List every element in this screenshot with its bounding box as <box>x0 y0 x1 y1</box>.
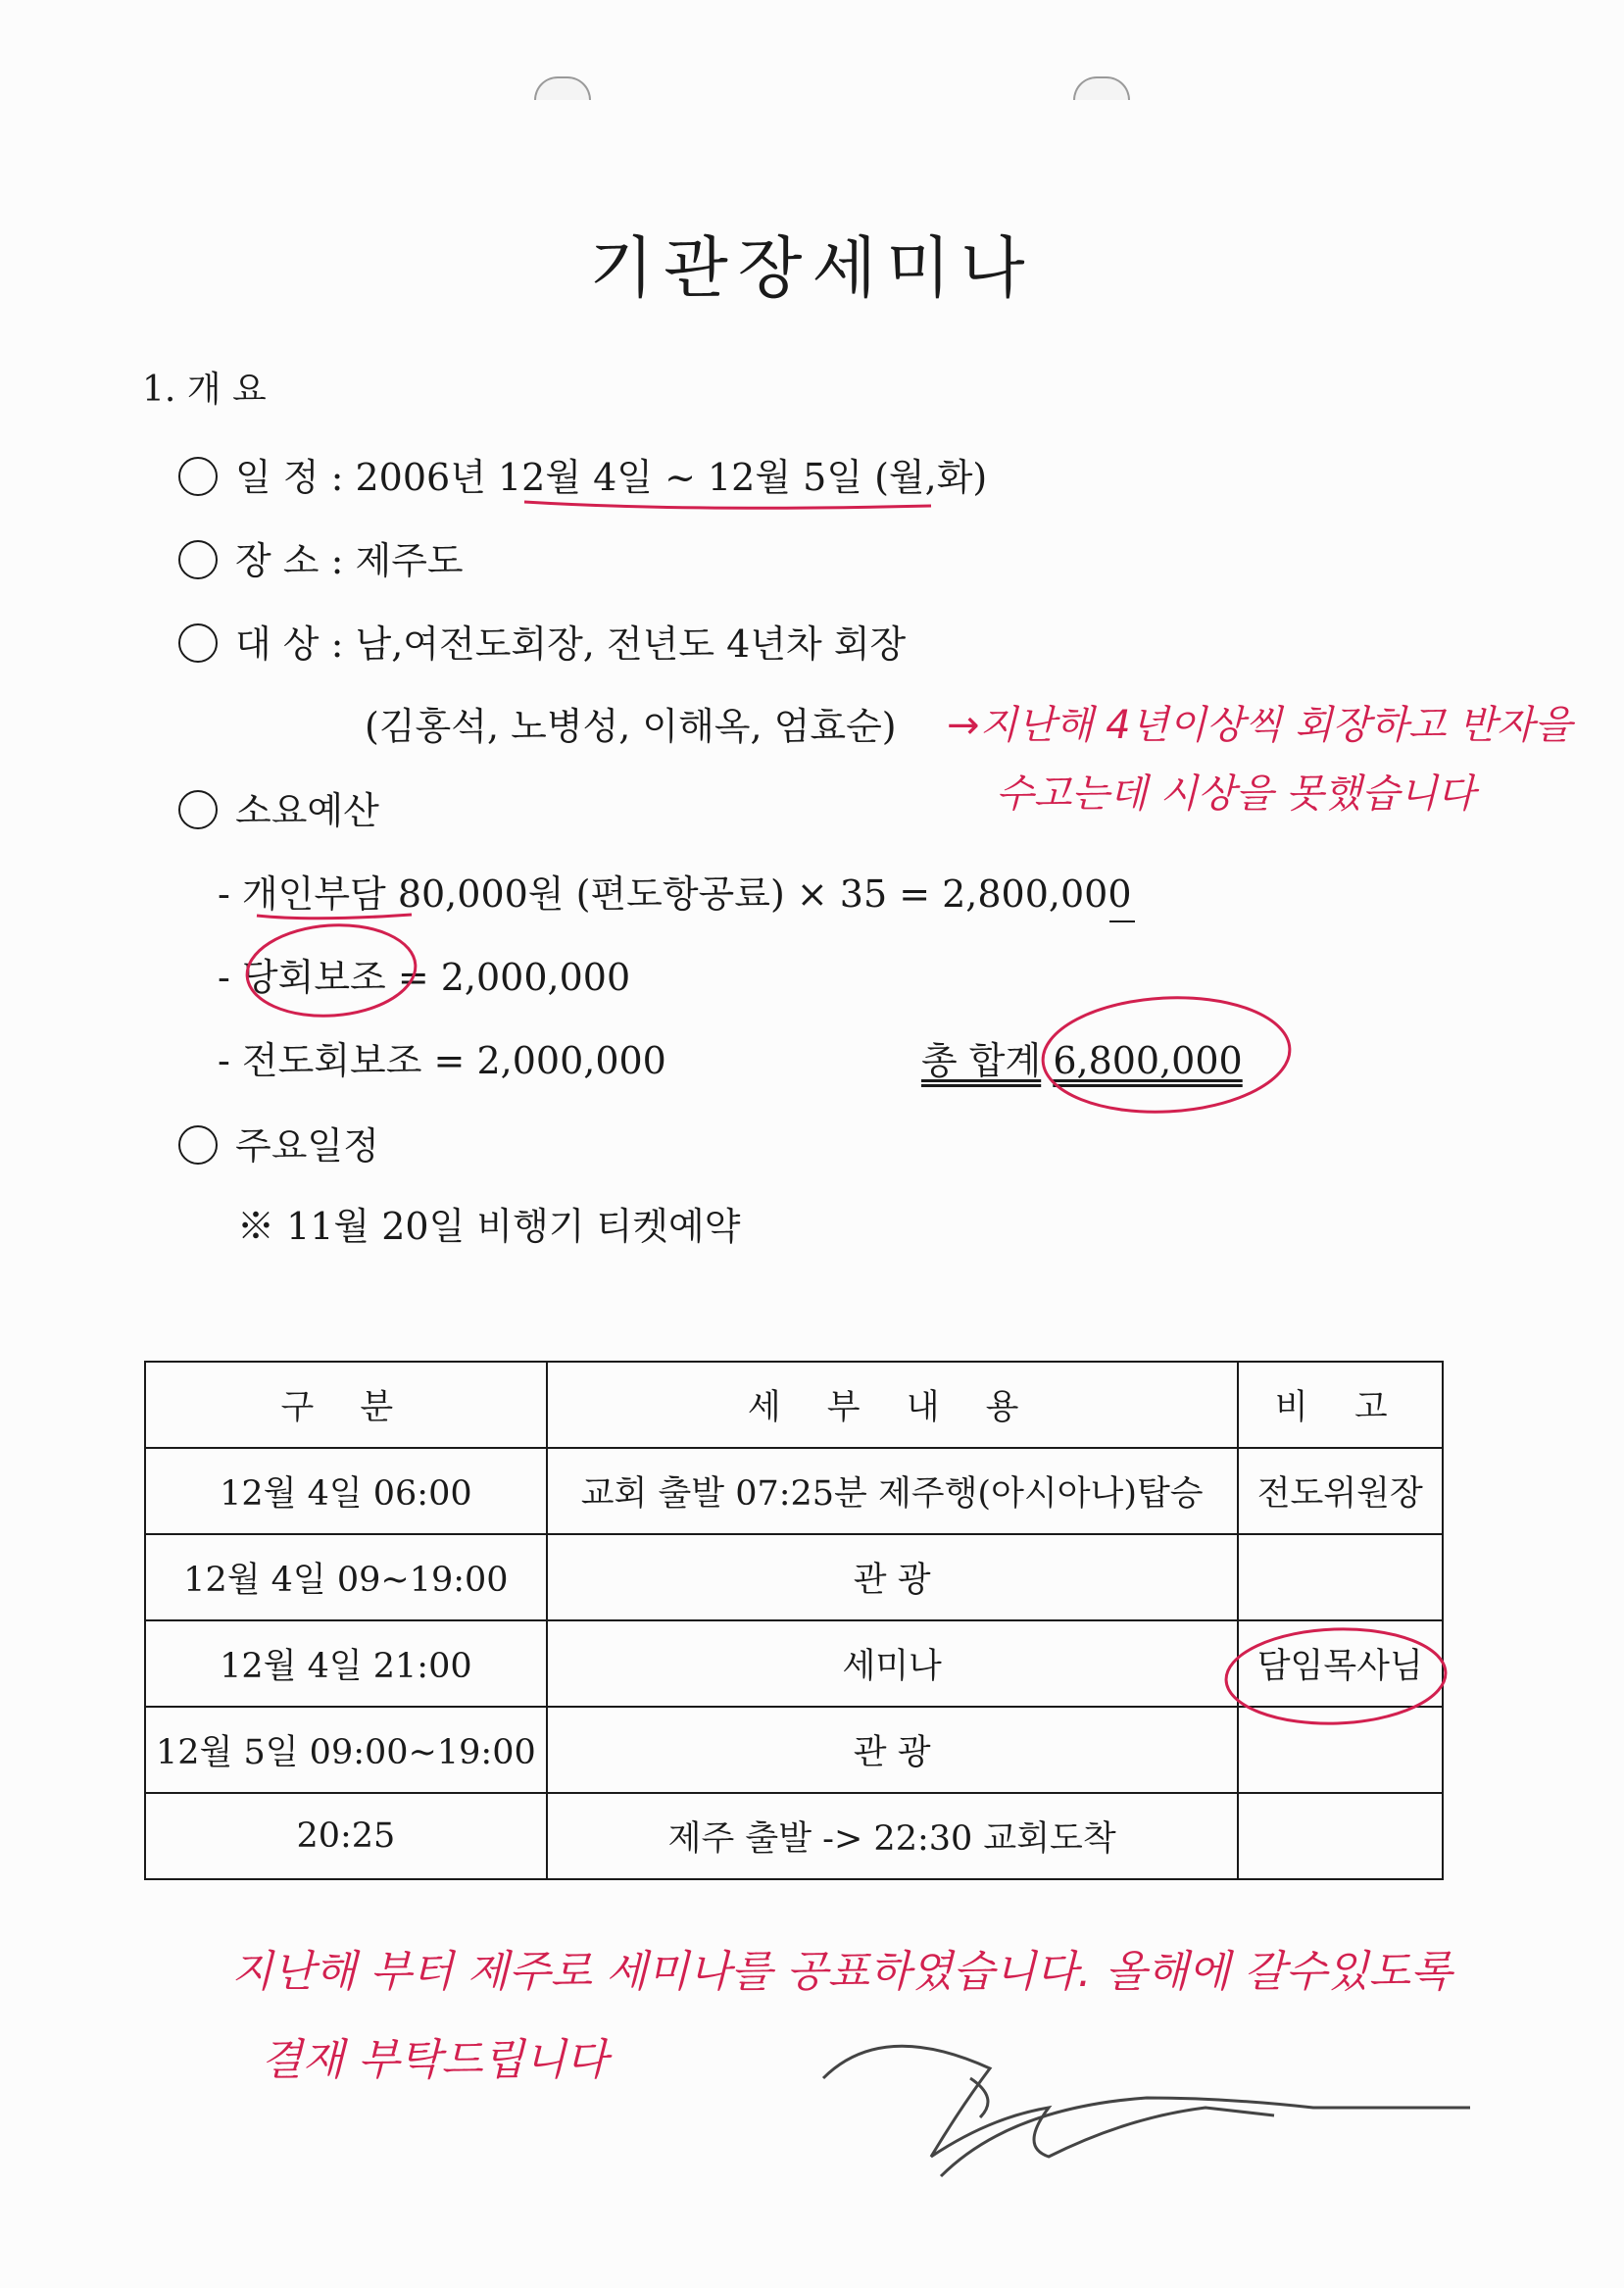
table-cell-remark <box>1238 1707 1443 1793</box>
schedule-label: 일 정 : <box>235 456 344 499</box>
total-value: 6,800,000 <box>1053 1039 1243 1082</box>
schedule-table <box>144 1361 1444 1880</box>
place-value: 제주도 <box>355 539 464 582</box>
table-row <box>145 1707 1443 1793</box>
total-label: 총 합계 <box>921 1039 1042 1082</box>
main-schedule-line <box>178 1124 379 1168</box>
table-cell-time: 12월 5일 09:00~19:00 <box>145 1707 547 1793</box>
punch-hole <box>1073 76 1130 100</box>
table-cell-remark <box>1238 1534 1443 1620</box>
handwritten-note-bottom-1: 지난해 부터 제주로 세미나를 공표하였습니다. 올해에 갈수있도록 <box>231 1947 1452 1997</box>
table-cell-time: 12월 4일 06:00 <box>145 1448 547 1534</box>
circle-bullet-icon <box>178 457 218 496</box>
budget-line <box>178 789 379 832</box>
table-cell-detail: 관 광 <box>547 1707 1238 1793</box>
schedule-value: 2006년 12월 4일 ~ 12월 5일 (월,화) <box>355 456 988 499</box>
handwritten-note-right-2: 수고는데 시상을 못했습니다 <box>996 771 1476 817</box>
total-line <box>921 1039 1243 1082</box>
place-line <box>178 539 464 582</box>
table-header-row <box>145 1362 1443 1448</box>
table-cell-time: 12월 4일 09~19:00 <box>145 1534 547 1620</box>
header-category: 구 분 <box>145 1362 547 1448</box>
target-value: 남,여전도회장, 전년도 4년차 회장 <box>355 622 907 666</box>
circle-bullet-icon <box>178 1125 218 1165</box>
place-label: 장 소 : <box>235 539 344 582</box>
target-names: (김홍석, 노병성, 이해옥, 엄효순) <box>365 705 897 748</box>
red-underline-dates <box>524 502 931 508</box>
circle-bullet-icon <box>178 790 218 829</box>
table-row <box>145 1620 1443 1707</box>
table-cell-detail: 관 광 <box>547 1534 1238 1620</box>
budget-label: 소요예산 <box>235 789 379 832</box>
table-row <box>145 1448 1443 1534</box>
circle-bullet-icon <box>178 623 218 663</box>
budget-item-session: - 당회보조 = 2,000,000 <box>218 956 631 999</box>
header-remarks: 비 고 <box>1238 1362 1443 1448</box>
punch-hole <box>534 76 591 100</box>
table-cell-time: 12월 4일 21:00 <box>145 1620 547 1707</box>
main-schedule-label: 주요일정 <box>235 1124 379 1168</box>
table-cell-remark: 전도위원장 <box>1238 1448 1443 1534</box>
table-cell-remark <box>1238 1793 1443 1879</box>
handwritten-note-bottom-2: 결재 부탁드립니다 <box>261 2035 609 2085</box>
document-title: 기관장세미나 <box>589 230 1035 308</box>
target-line <box>178 622 907 666</box>
budget-item-personal: - 개인부담 80,000원 (편도항공료) × 35 = 2,800,000 <box>218 872 1132 916</box>
signature <box>823 2046 1470 2176</box>
table-row <box>145 1534 1443 1620</box>
circle-bullet-icon <box>178 540 218 579</box>
ticket-note: ※ 11월 20일 비행기 티켓예약 <box>237 1205 741 1248</box>
table-cell-remark: 담임목사님 <box>1238 1620 1443 1707</box>
target-label: 대 상 : <box>235 622 344 666</box>
schedule-line <box>178 456 988 499</box>
table-cell-detail: 교회 출발 07:25분 제주행(아시아나)탑승 <box>547 1448 1238 1534</box>
section-heading: 1. 개 요 <box>142 370 267 410</box>
handwritten-note-right-1: →지난해 4년이상씩 회장하고 반자을 <box>947 703 1573 748</box>
table-row <box>145 1793 1443 1879</box>
budget-item-mission: - 전도회보조 = 2,000,000 <box>218 1039 666 1082</box>
header-details: 세 부 내 용 <box>547 1362 1238 1448</box>
table-cell-detail: 제주 출발 -> 22:30 교회도착 <box>547 1793 1238 1879</box>
table-cell-detail: 세미나 <box>547 1620 1238 1707</box>
table-cell-time: 20:25 <box>145 1793 547 1879</box>
